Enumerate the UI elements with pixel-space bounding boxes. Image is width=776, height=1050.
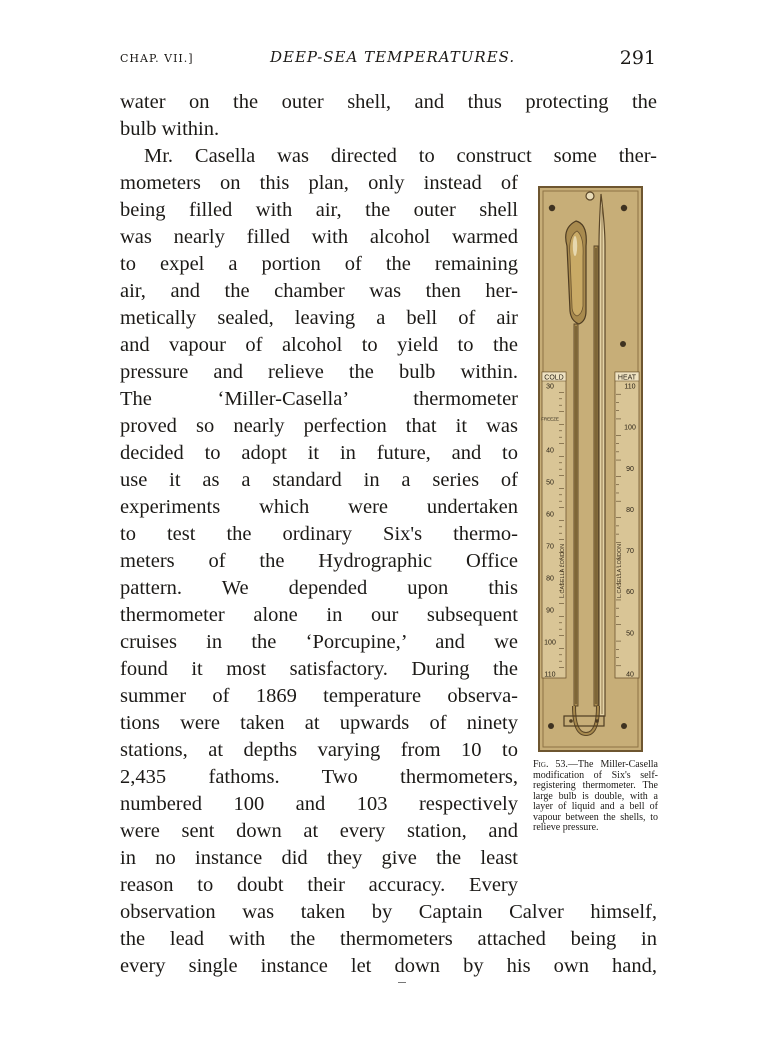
right-scale-tick-label: 110	[624, 383, 636, 391]
body-line: meters of the Hydrographic Office	[120, 550, 518, 572]
right-scale-tick-label: 80	[626, 506, 634, 514]
body-line: decided to adopt it in future, and to	[120, 442, 518, 464]
right-scale-tick-label: 90	[626, 465, 634, 473]
left-scale-tick-label: 90	[546, 607, 554, 615]
screw-icon	[548, 723, 554, 729]
body-line: proved so nearly perfection that it was	[120, 415, 518, 437]
chapter-label: CHAP. VII.]	[120, 52, 194, 65]
thermometer-figure	[538, 186, 643, 752]
left-scale-tick-label: 50	[546, 479, 554, 487]
screw-icon	[549, 205, 555, 211]
body-line: mometers on this plan, only instead of	[120, 172, 518, 194]
body-line: observation was taken by Captain Calver himself,	[120, 901, 657, 923]
body-line: stations, at depths varying from 10 to	[120, 739, 518, 761]
left-scale-tick-label: FREEZE	[541, 416, 559, 422]
body-line: bulb within.	[120, 118, 220, 140]
body-line: and vapour of alcohol to yield to the	[120, 334, 518, 356]
screw-icon	[621, 205, 627, 211]
body-line: tions were taken at upwards of ninety	[120, 712, 518, 734]
body-line: Mr. Casella was directed to construct some ther-	[144, 145, 657, 167]
right-scale-tick-label: 60	[626, 589, 634, 597]
hanging-ring-icon	[586, 192, 594, 200]
body-line: pattern. We depended upon this	[120, 577, 518, 599]
right-scale-tick-label: 70	[626, 548, 634, 556]
running-header	[120, 47, 660, 71]
figure-caption	[533, 760, 658, 834]
body-line: use it as a standard in a series of	[120, 469, 518, 491]
thermometer-illustration	[538, 186, 643, 752]
body-line: summer of 1869 temperature observa-	[120, 685, 518, 707]
body-line: to test the ordinary Six's thermo-	[120, 523, 518, 545]
body-line: being filled with air, the outer shell	[120, 199, 518, 221]
body-line: every single instance let down by his own hand,	[120, 955, 657, 977]
body-line: numbered 100 and 103 respectively	[120, 793, 518, 815]
screw-icon	[621, 723, 627, 729]
screw-icon	[620, 341, 626, 347]
right-scale-tick-label: 50	[626, 630, 634, 638]
body-line: found it most satisfactory. During the	[120, 658, 518, 680]
page-mark	[398, 982, 406, 983]
body-line: experiments which were undertaken	[120, 496, 518, 518]
body-line: was nearly filled with alcohol warmed	[120, 226, 518, 248]
left-scale-tick-label: 30	[546, 383, 554, 391]
maker-mark-right: L.CASELLA LONDON	[617, 543, 623, 599]
left-scale-strip	[541, 372, 566, 679]
body-line: in no instance did they give the least	[120, 847, 518, 869]
caption-label: Fig. 53.	[533, 759, 568, 770]
left-scale-tick-label: 40	[546, 447, 554, 455]
maker-mark-left: L.CASELLA LONDON	[560, 543, 566, 599]
body-line: air, and the chamber was then her-	[120, 280, 518, 302]
body-line: pressure and relieve the bulb within.	[120, 361, 518, 383]
right-scale-tick-label: 100	[624, 424, 636, 432]
body-line: were sent down at every station, and	[120, 820, 518, 842]
page-number: 291	[619, 47, 656, 69]
body-line: 2,435 fathoms. Two thermometers,	[120, 766, 518, 788]
body-line: reason to doubt their accuracy. Every	[120, 874, 518, 896]
left-scale-tick-label: 110	[544, 671, 556, 679]
right-scale-tick-label: 40	[626, 671, 634, 679]
left-scale-tick-label: 70	[546, 543, 554, 551]
right-scale-strip	[615, 372, 639, 679]
running-title: DEEP-SEA TEMPERATURES.	[270, 48, 516, 66]
left-scale-tick-label: 80	[546, 575, 554, 583]
left-scale-tick-label: 60	[546, 511, 554, 519]
caption-text: —The Miller-Casella modification of Six's self-registering thermometer. The large bulb is double, with a layer of liquid and a bell of vapour between the shells, to relieve pressure.	[533, 759, 658, 833]
left-scale-tick-label: 100	[544, 639, 556, 647]
body-line: to expel a portion of the remaining	[120, 253, 518, 275]
heat-label: HEAT	[617, 374, 637, 382]
body-line: metically sealed, leaving a bell of air	[120, 307, 518, 329]
body-line: The ‘Miller-Casella’ thermometer	[120, 388, 518, 410]
body-line: water on the outer shell, and thus protecting the	[120, 91, 657, 113]
body-line: cruises in the ‘Porcupine,’ and we	[120, 631, 518, 653]
body-line: the lead with the thermometers attached being in	[120, 928, 657, 950]
body-line: thermometer alone in our subsequent	[120, 604, 518, 626]
cold-label: COLD	[544, 374, 564, 382]
